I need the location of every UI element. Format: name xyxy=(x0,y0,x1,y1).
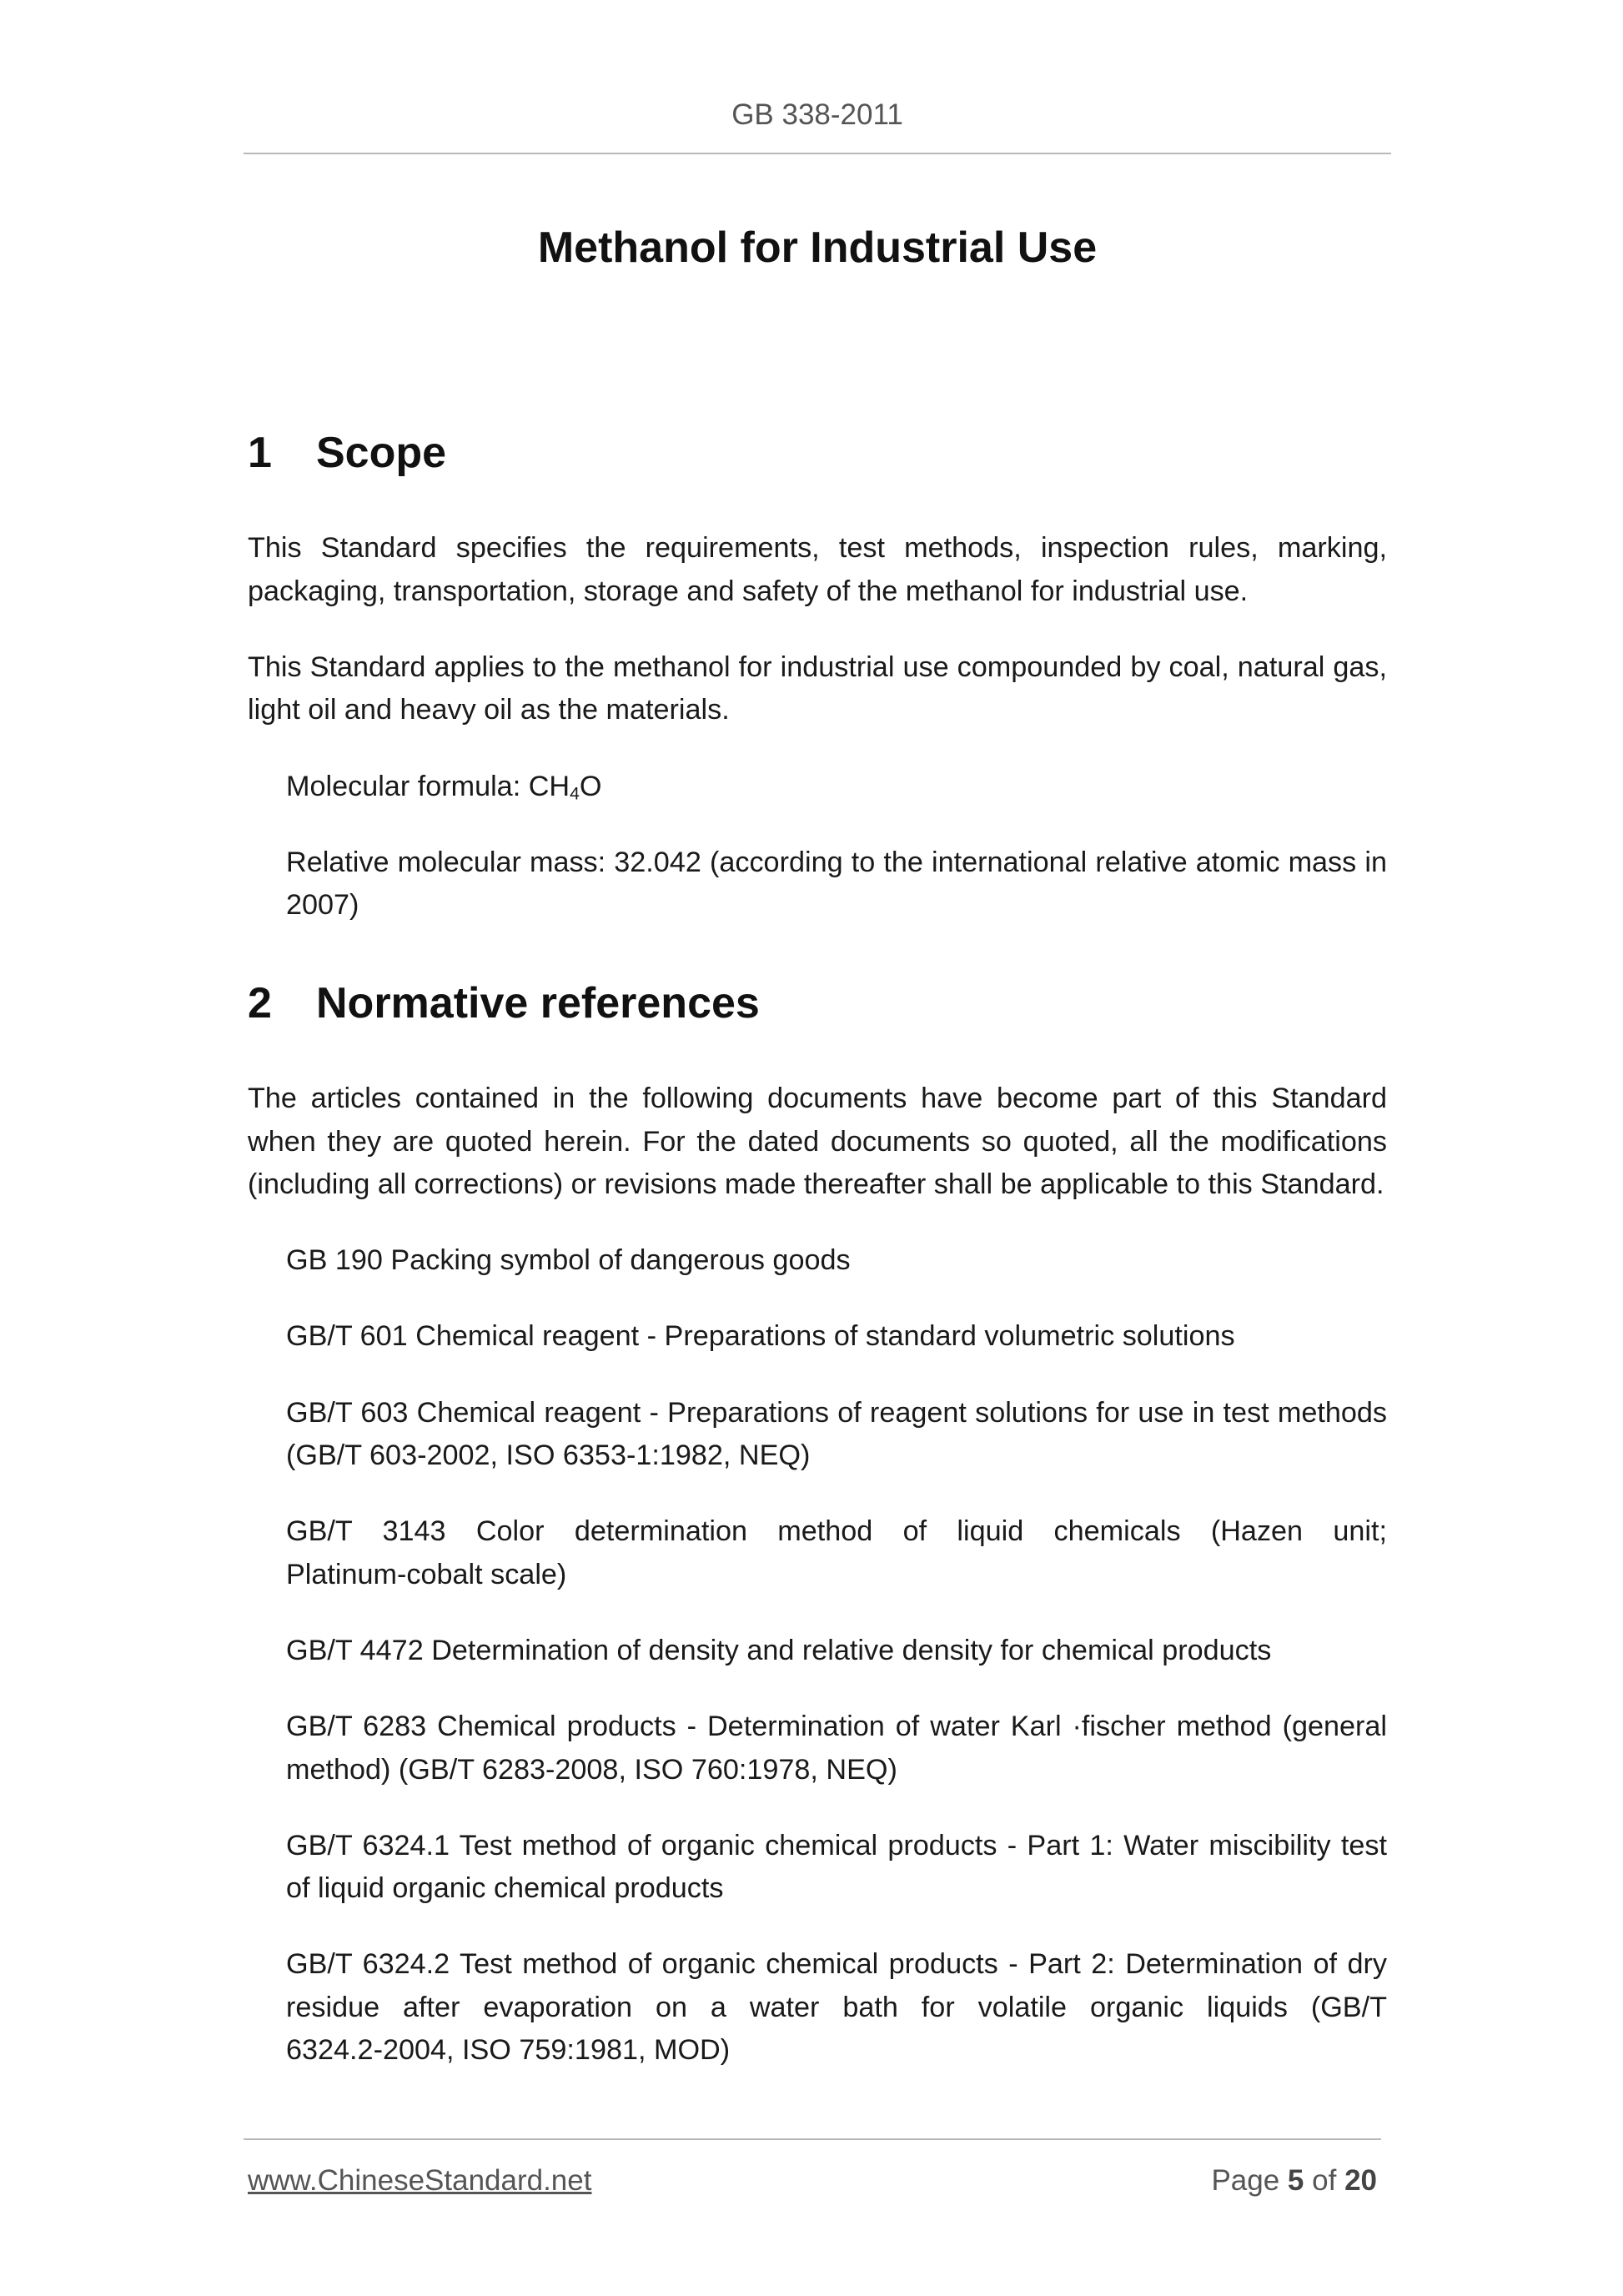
page-current: 5 xyxy=(1287,2164,1304,2197)
reference-item xyxy=(286,1239,1387,1282)
header-rule xyxy=(244,153,1391,154)
reference-item xyxy=(286,1943,1387,2072)
document-body xyxy=(248,223,1387,2072)
scope-paragraph xyxy=(248,527,1387,613)
reference-item xyxy=(286,1630,1387,1672)
molecular-formula xyxy=(286,766,1387,808)
website-link[interactable]: www.ChineseStandard.net xyxy=(248,2164,592,2197)
text-line: GB 190 Packing symbol of dangerous goods xyxy=(286,1244,851,1277)
reference-item xyxy=(286,1825,1387,1911)
section-title: Scope xyxy=(316,429,447,477)
text-line: packaging, transportation, storage and safety of the methanol for industrial use. xyxy=(248,575,1249,607)
normative-intro-paragraph xyxy=(248,1078,1387,1206)
reference-item xyxy=(286,1706,1387,1791)
document-title: Methanol for Industrial Use xyxy=(537,224,1098,272)
text-line: 6324.2-2004, ISO 759:1981, MOD) xyxy=(286,2034,731,2067)
text-line: when they are quoted herein. For the dated documents so quoted, all the modifications xyxy=(248,1125,1387,1158)
section-title: Normative references xyxy=(316,978,760,1027)
page-footer xyxy=(248,2164,1377,2198)
text-line: light oil and heavy oil as the materials. xyxy=(248,694,730,726)
formula-tail: O xyxy=(579,770,602,802)
formula-base: CH xyxy=(528,770,570,802)
text-line: GB/T 3143 Color determination method of liquid chemicals (Hazen unit; xyxy=(286,1515,1387,1548)
page-of-label: of xyxy=(1312,2164,1337,2197)
section-heading-scope xyxy=(248,428,1387,478)
section-number: 2 xyxy=(248,978,272,1027)
text-line: GB/T 601 Chemical reagent - Preparations of standard volumetric solutions xyxy=(286,1320,1235,1353)
text-line: GB/T 4472 Determination of density and relative density for chemical products xyxy=(286,1634,1272,1666)
text-line: Relative molecular mass: 32.042 (according to the international relative atomic mass in xyxy=(286,846,1387,878)
text-line: GB/T 6324.1 Test method of organic chemical products - Part 1: Water miscibility test xyxy=(286,1829,1387,1861)
page-header: GB 338-2011 xyxy=(731,98,903,131)
text-line: GB/T 603 Chemical reagent - Preparations of reagent solutions for use in test methods xyxy=(286,1396,1387,1429)
page-number xyxy=(1211,2164,1377,2198)
reference-item xyxy=(286,1315,1387,1358)
text-line: (GB/T 603-2002, ISO 6353-1:1982, NEQ) xyxy=(286,1439,811,1472)
text-line: This Standard applies to the methanol for industrial use compounded by coal, natural gas, xyxy=(248,651,1387,683)
text-line: method) (GB/T 6283-2008, ISO 760:1978, NEQ) xyxy=(286,1753,897,1786)
page-label: Page xyxy=(1211,2164,1280,2197)
text-line: The articles contained in the following documents have become part of this Standard xyxy=(248,1083,1387,1115)
reference-item xyxy=(286,1392,1387,1478)
molecular-formula-label: Molecular formula: xyxy=(286,770,521,802)
text-line xyxy=(286,766,1387,808)
reference-item xyxy=(286,1510,1387,1596)
formula-subscript: 4 xyxy=(570,784,580,804)
footer-rule xyxy=(244,2138,1381,2140)
section-number: 1 xyxy=(248,429,272,477)
section-heading-normative-references xyxy=(248,978,1387,1028)
text-line: (including all corrections) or revisions made thereafter shall be applicable to this Standard. xyxy=(248,1168,1384,1200)
text-line: This Standard specifies the requirements, test methods, inspection rules, marking, xyxy=(248,532,1387,565)
text-line: 2007) xyxy=(286,889,359,922)
scope-paragraph xyxy=(248,646,1387,732)
page-total: 20 xyxy=(1344,2164,1377,2197)
text-line: residue after evaporation on a water bath for volatile organic liquids (GB/T xyxy=(286,1991,1387,2023)
text-line: Platinum-cobalt scale) xyxy=(286,1558,567,1590)
relative-molecular-mass xyxy=(286,842,1387,927)
text-line: of liquid organic chemical products xyxy=(286,1872,724,1905)
text-line: GB/T 6324.2 Test method of organic chemical products - Part 2: Determination of dry xyxy=(286,1948,1387,1981)
text-line: GB/T 6283 Chemical products - Determination of water Karl ·fischer method (general xyxy=(286,1711,1387,1743)
